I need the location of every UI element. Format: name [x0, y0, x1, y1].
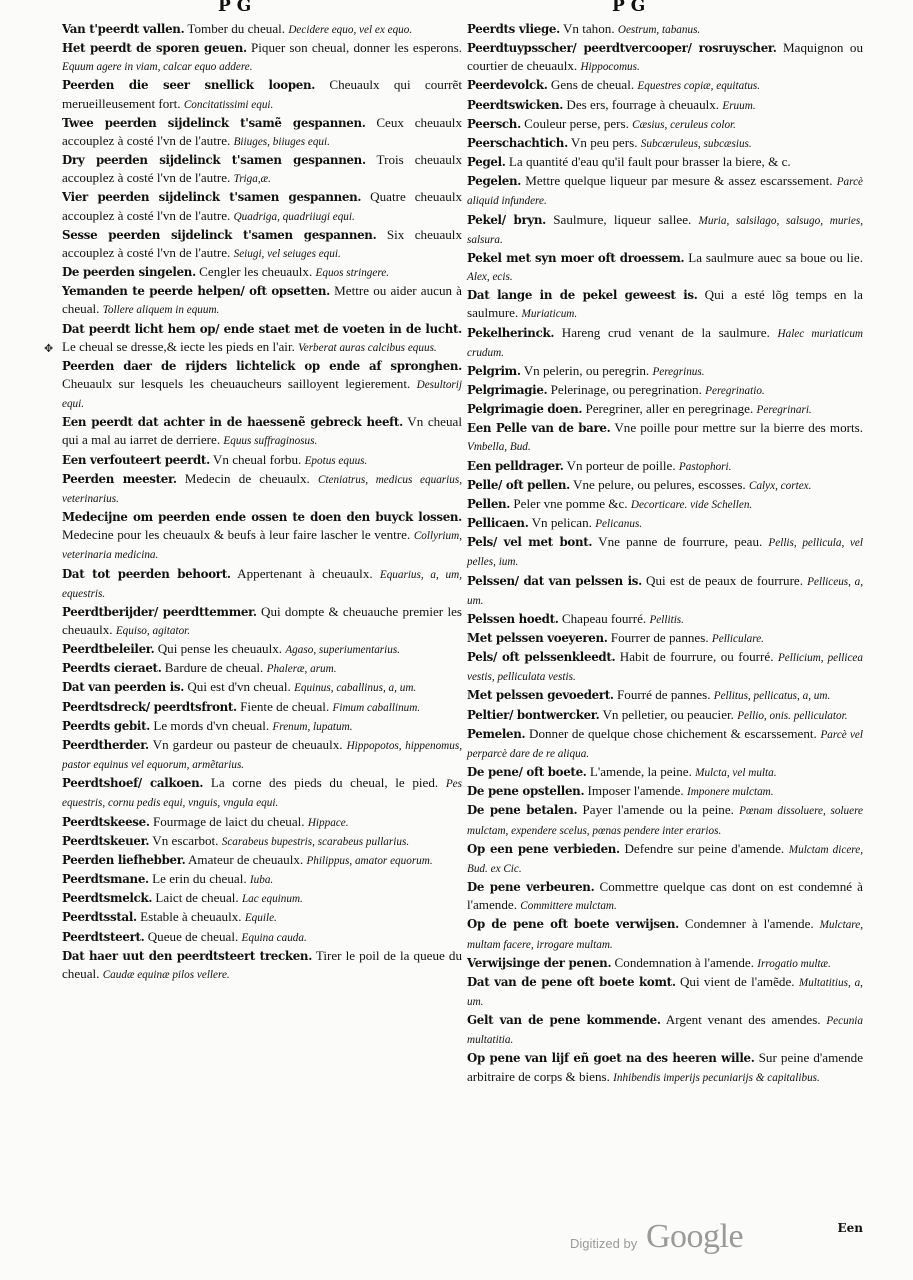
dictionary-entry: [62, 736, 462, 774]
entry-latin-text: Scarabeus bupestris, scarabeus pullarius.: [221, 835, 410, 848]
entry-headword: Peerdts gebit.: [62, 718, 151, 733]
entry-french-text: Vn pelican.: [528, 515, 596, 531]
entry-latin-text: Calyx, cortex.: [748, 479, 812, 492]
entry-headword: De pene/ oft boete.: [467, 765, 587, 780]
entry-headword: De pene betalen.: [467, 803, 578, 818]
dictionary-entry: [467, 381, 863, 400]
entry-headword: Peerdtswicken.: [467, 97, 564, 112]
entry-headword: Peerden daer de rijders lichtelick op ende af spronghen.: [62, 358, 462, 373]
entry-headword: Dat peerdt licht hem op/ ende staet met de voeten in de lucht.: [62, 321, 462, 336]
entry-headword: Pelssen/ dat van pelssen is.: [467, 573, 642, 588]
entry-french-text: Fourmage de laict du cheual.: [149, 813, 308, 829]
entry-french-text: Vn cheual forbu.: [209, 451, 305, 467]
entry-headword: Peerdts vliege.: [467, 22, 560, 36]
dictionary-entry: [467, 211, 863, 249]
entry-headword: Op de pene oft boete verwijsen.: [467, 917, 679, 932]
watermark-prefix: Digitized by: [570, 1236, 638, 1251]
dictionary-entry: [62, 851, 462, 870]
entry-french-text: Argent venant des amendes.: [660, 1012, 827, 1028]
entry-french-text: Bardure de cheual.: [161, 660, 267, 676]
dictionary-entry: [62, 188, 462, 225]
entry-latin-text: Mulcta, vel multa.: [695, 767, 777, 780]
entry-latin-text: Pellio, onis. pelliculator.: [737, 709, 848, 722]
dictionary-entry: [467, 878, 863, 915]
entry-latin-text: Parcè aliquid infundere.: [467, 176, 863, 208]
entry-headword: Pekel met syn moer oft droessem.: [467, 250, 685, 265]
dictionary-entry: [467, 115, 863, 134]
dictionary-entry: [467, 476, 863, 495]
dictionary-entry: [62, 151, 462, 188]
entry-headword: Dat lange in de pekel geweest is.: [467, 288, 698, 303]
entry-headword: Dry peerden sijdelinck t'samen gespannen.: [62, 153, 366, 168]
entry-latin-text: Vmbella, Bud.: [467, 441, 531, 454]
dictionary-entry: [467, 96, 863, 115]
entry-french-text: Vn pelerin, ou peregrin.: [520, 362, 653, 378]
entry-french-text: Vn peu pers.: [567, 134, 641, 150]
entry-headword: Een verfouteert peerdt.: [62, 452, 210, 467]
dictionary-entry: [467, 763, 863, 782]
dictionary-entry: [467, 954, 863, 973]
dictionary-entry: [62, 451, 462, 470]
entry-headword: Peltier/ bontwercker.: [467, 707, 600, 722]
entry-french-text: Vne panne de fourrure, peau.: [592, 534, 769, 550]
entry-latin-text: Decidere equo, vel ex equo.: [288, 24, 413, 36]
entry-headword: Dat van de pene oft boete komt.: [467, 974, 676, 989]
dictionary-entry: [62, 698, 462, 717]
entry-headword: Een peerdt dat achter in de haessenẽ gebreck heeft.: [62, 415, 403, 430]
entry-latin-text: Eruum.: [722, 99, 756, 112]
dictionary-entry: [62, 20, 462, 39]
entry-latin-text: Pecunia multatitia.: [467, 1015, 863, 1047]
entry-french-text: Hareng crud venant de la saulmure.: [554, 324, 778, 340]
entry-french-text: Commettre quelque cas dont on est condemné à l'amende.: [467, 879, 863, 913]
entry-french-text: Qui est de peaux de fourrure.: [641, 572, 808, 588]
entry-french-text: Amateur de cheuaulx.: [185, 851, 307, 867]
dictionary-entry: [467, 629, 863, 648]
entry-headword: Peerdtbeleiler.: [62, 642, 155, 657]
entry-headword: Pellen.: [467, 496, 511, 511]
dictionary-entry: [62, 928, 462, 947]
entry-latin-text: Caudæ equinæ pilos vellere.: [102, 968, 230, 981]
entry-latin-text: Peregrinus.: [652, 365, 705, 378]
entry-headword: Van t'peerdt vallen.: [62, 22, 185, 36]
dictionary-entry: [467, 973, 863, 1011]
entry-headword: Medecijne om peerden ende ossen te doen den buyck lossen.: [62, 510, 462, 525]
dictionary-entry: [62, 282, 462, 319]
entry-french-text: Medecin de cheuaulx.: [176, 470, 318, 486]
entry-french-text: Qui dompte & cheuauche premier les cheuaulx.: [62, 603, 462, 637]
dictionary-entry: [62, 357, 462, 413]
dictionary-entry: [62, 114, 462, 151]
entry-headword: Peerdtsteert.: [62, 929, 145, 944]
dictionary-entry: [62, 263, 462, 282]
entry-french-text: Vn escarbot.: [149, 832, 222, 848]
entry-latin-text: Alex, ecis.: [467, 271, 513, 284]
dictionary-entry: [467, 495, 863, 514]
right-column: [467, 20, 863, 1087]
entry-french-text: Quatre cheuaulx accouplez à costé l'vn de l'autre.: [62, 189, 462, 223]
entry-headword: Het peerdt de sporen geuen.: [62, 41, 247, 56]
entry-latin-text: Equum agere in viam, calcar equo addere.: [62, 61, 253, 74]
entry-french-text: Chapeau fourré.: [558, 610, 650, 626]
entry-latin-text: Agaso, superiumentarius.: [285, 644, 401, 657]
entry-latin-text: Equos stringere.: [315, 267, 390, 280]
entry-french-text: Qui pense les cheuaulx.: [154, 641, 286, 657]
entry-latin-text: Pœnam dissoluere, soluere mulctam, expendere scelus, pœnas pendere inter erarios.: [467, 805, 863, 837]
dictionary-entry: [467, 362, 863, 381]
dictionary-entry: [467, 286, 863, 323]
entry-latin-text: Equarius, a, um, equestris.: [62, 568, 463, 600]
entry-headword: Pegel.: [467, 155, 506, 170]
entry-french-text: Des ers, fourrage à cheuaulx.: [563, 96, 723, 112]
entry-headword: Peerdevolck.: [467, 78, 548, 93]
entry-french-text: La saulmure auec sa boue ou lie.: [684, 249, 863, 265]
entry-headword: Peerden die seer snellick loopen.: [62, 78, 316, 93]
entry-latin-text: Mulctare, multam facere, irrogare multam.: [467, 919, 863, 951]
entry-latin-text: Subcæruleus, subcæsius.: [640, 137, 752, 150]
dictionary-entry: [62, 774, 462, 812]
entry-french-text: Condemner à l'amende.: [678, 916, 820, 932]
entry-french-text: Vne poille pour mettre sur la bierre des morts.: [610, 420, 863, 436]
entry-french-text: Gens de cheual.: [547, 77, 638, 93]
dictionary-entry: [467, 706, 863, 725]
entry-latin-text: Oestrum, tabanus.: [617, 24, 701, 36]
entry-latin-text: Equestres copiæ, equitatus.: [637, 80, 761, 93]
entry-french-text: Estable à cheuaulx.: [136, 909, 245, 925]
entry-french-text: Laict de cheual.: [152, 890, 242, 906]
left-column: [62, 20, 462, 984]
entry-headword: Yemanden te peerde helpen/ oft opsetten.: [62, 284, 330, 299]
entry-french-text: Vne pelure, ou pelures, escosses.: [569, 476, 749, 492]
dictionary-entry: [62, 717, 462, 736]
entry-latin-text: Equus suffraginosus.: [223, 435, 318, 448]
entry-french-text: Cheuaulx qui courrẽt merueilleusement fort.: [62, 77, 462, 111]
entry-french-text: Trois cheuaulx accouplez à costé l'vn de l'autre.: [62, 152, 463, 186]
entry-french-text: Saulmure, liqueur sallee.: [546, 211, 699, 227]
dictionary-entry: [62, 813, 462, 832]
entry-latin-text: Pellis, pellicula, vel pelles, ium.: [467, 537, 863, 569]
entry-latin-text: Equinus, caballinus, a, um.: [294, 682, 417, 695]
entry-french-text: Couleur perse, pers.: [520, 115, 633, 131]
entry-headword: Pelssen hoedt.: [467, 611, 559, 626]
entry-headword: Peerdtuypsscher/ peerdtvercooper/ rosruyscher.: [467, 41, 777, 56]
dictionary-entry: [467, 20, 863, 39]
entry-french-text: L'amende, la peine.: [586, 764, 696, 780]
entry-french-text: Six cheuaulx accouplez à costé l'vn de l'autre.: [62, 226, 462, 260]
entry-latin-text: Hippocomus.: [580, 61, 640, 74]
entry-french-text: Vn tahon.: [559, 21, 618, 36]
entry-french-text: Donner de quelque chose chichement & escarssement.: [525, 725, 821, 741]
entry-latin-text: Frenum, lupatum.: [272, 720, 353, 733]
entry-latin-text: Muriaticum.: [521, 308, 578, 321]
entry-headword: Pemelen.: [467, 726, 526, 741]
dictionary-entry: [467, 686, 863, 705]
entry-headword: Pekel/ bryn.: [467, 212, 546, 227]
entry-french-text: Cheuaulx sur lesquels les cheuaucheurs sailloyent legierement.: [62, 375, 417, 391]
dictionary-entry: [467, 419, 863, 456]
entry-latin-text: Mulctam dicere, Bud. ex Cic.: [467, 843, 863, 875]
entry-french-text: Fourrer de pannes.: [607, 630, 712, 645]
entry-french-text: Appertenant à cheuaulx.: [230, 565, 380, 581]
entry-headword: Peerdtsmelck.: [62, 891, 153, 906]
dictionary-entry: [62, 226, 462, 263]
dictionary-entry: [467, 572, 863, 610]
entry-latin-text: Desultorij equi.: [62, 378, 462, 411]
dictionary-entry: [467, 514, 863, 533]
dictionary-entry: [467, 172, 863, 210]
entry-headword: De peerden singelen.: [62, 265, 196, 280]
entry-latin-text: Seiugi, vel seiuges equi.: [233, 247, 341, 260]
catchword: Een: [837, 1221, 863, 1235]
entry-headword: Peerdtsstal.: [62, 910, 137, 925]
entry-french-text: Cengler les cheuaulx.: [195, 264, 316, 280]
entry-latin-text: Irrogatio multæ.: [757, 957, 831, 970]
dictionary-entry: [62, 640, 462, 659]
dictionary-entry: [62, 470, 462, 508]
dictionary-entry: [62, 603, 462, 640]
header-right-signature: P G: [612, 0, 646, 16]
entry-french-text: Tirer le poil de la queue du cheual.: [62, 947, 462, 981]
entry-latin-text: Triga,æ.: [233, 173, 271, 186]
entry-latin-text: Fimum caballinum.: [332, 701, 421, 714]
entry-french-text: Qui vient de l'amẽde.: [675, 973, 799, 989]
entry-headword: Pels/ vel met bont.: [467, 535, 593, 550]
entry-french-text: Vn porteur de poille.: [563, 457, 679, 473]
entry-latin-text: Concitatissimi equi.: [183, 98, 274, 111]
entry-latin-text: Epotus equus.: [304, 454, 368, 467]
entry-french-text: La quantité d'eau qu'il fault pour brasser la biere, & c.: [505, 154, 791, 170]
entry-french-text: Medecine pour les cheuaulx & beufs à leur faire lascher le ventre.: [62, 527, 414, 543]
entry-headword: Pegelen.: [467, 174, 522, 189]
entry-french-text: Le cheual se dresse,& iecte les pieds en l'air.: [62, 338, 299, 354]
entry-headword: Peerdtberijder/ peerdttemmer.: [62, 604, 257, 619]
dictionary-entry: [467, 533, 863, 571]
dictionary-entry: [467, 915, 863, 953]
dictionary-entry: [62, 678, 462, 697]
entry-latin-text: Biiuges, biiuges equi.: [233, 135, 330, 148]
dictionary-entry: [62, 508, 462, 564]
entry-latin-text: Pellitis.: [649, 613, 684, 626]
entry-headword: Op pene van lijf eñ goet na des heeren wille.: [467, 1051, 755, 1066]
entry-latin-text: Halec muriaticum crudum.: [467, 327, 863, 359]
entry-headword: De pene opstellen.: [467, 784, 585, 799]
entry-latin-text: Committere mulctam.: [520, 900, 617, 913]
entry-french-text: Peregriner, aller en peregrinage.: [582, 401, 757, 417]
entry-latin-text: Pellicium, pellicea vestis, pelliculata vestis.: [467, 652, 863, 684]
entry-french-text: Vn pelletier, ou peaucier.: [599, 706, 738, 722]
dictionary-entry: [62, 870, 462, 889]
entry-french-text: Le erin du cheual.: [148, 871, 250, 887]
entry-latin-text: Pelliceus, a, um.: [467, 575, 863, 607]
dictionary-entry: [467, 39, 863, 76]
dictionary-entry: [62, 889, 462, 908]
dictionary-entry: [467, 457, 863, 476]
entry-latin-text: Hippace.: [307, 816, 349, 829]
entry-french-text: Peler vne pomme &c.: [510, 495, 631, 511]
entry-headword: Op een pene verbieden.: [467, 841, 620, 856]
dictionary-entry: [467, 1049, 863, 1086]
entry-latin-text: Lac equinum.: [241, 893, 303, 906]
entry-headword: Peerden liefhebber.: [62, 852, 186, 867]
entry-headword: Pellicaen.: [467, 516, 529, 531]
header-left-signature: P G: [218, 0, 252, 16]
entry-headword: Peerdtsdreck/ peerdtsfront.: [62, 699, 237, 714]
entry-french-text: Piquer son cheual, donner les esperons.: [246, 40, 462, 56]
margin-mark-icon: ✥: [44, 342, 54, 355]
entry-latin-text: Cteniatrus, medicus equarius, veterinarius.: [62, 473, 463, 505]
dictionary-entry: [62, 413, 462, 450]
entry-headword: Vier peerden sijdelinck t'samen gespannen.: [62, 190, 362, 205]
entry-latin-text: Imponere mulctam.: [686, 786, 774, 799]
entry-headword: Pelgrim.: [467, 363, 521, 378]
entry-latin-text: Philippus, amator equorum.: [306, 854, 433, 867]
entry-headword: Dat haer uut den peerdtsteert trecken.: [62, 948, 312, 963]
entry-latin-text: Tollere aliquem in equum.: [102, 304, 220, 317]
entry-french-text: Mettre quelque liqueur par mesure & assez escarssement.: [521, 173, 837, 189]
entry-headword: Peerden meester.: [62, 471, 177, 486]
entry-french-text: Payer l'amende ou la peine.: [577, 802, 740, 818]
entry-latin-text: Equina cauda.: [241, 931, 307, 944]
entry-french-text: Vn gardeur ou pasteur de cheuaulx.: [148, 736, 347, 752]
entry-headword: Pels/ oft pelssenkleedt.: [467, 650, 616, 665]
dictionary-entry: [467, 134, 863, 153]
dictionary-entry: [467, 648, 863, 686]
dictionary-entry: [62, 76, 462, 113]
entry-french-text: Imposer l'amende.: [584, 783, 687, 799]
entry-french-text: Habit de fourrure, ou fourré.: [615, 649, 778, 665]
entry-french-text: Defendre sur peine d'amende.: [619, 840, 789, 856]
entry-french-text: Condemnation à l'amende.: [611, 954, 758, 970]
entry-french-text: Tomber du cheual.: [184, 21, 289, 36]
entry-french-text: Pelerinage, ou peregrination.: [547, 381, 706, 397]
entry-latin-text: Equile.: [244, 912, 277, 925]
entry-headword: Een pelldrager.: [467, 458, 564, 473]
entry-headword: Peerdtsmane.: [62, 872, 149, 887]
entry-latin-text: Hippopotos, hippenomus, pastor equinus vel equorum, armẽtarius.: [62, 739, 462, 772]
dictionary-entry: [62, 39, 462, 76]
entry-latin-text: Pastophori.: [678, 460, 732, 473]
dictionary-entry: [62, 832, 462, 851]
entry-headword: Verwijsinge der penen.: [467, 955, 612, 970]
entry-headword: Peerdtskeese.: [62, 814, 150, 829]
entry-headword: Pelgrimagie doen.: [467, 402, 583, 417]
entry-headword: Gelt van de pene kommende.: [467, 1013, 661, 1028]
dictionary-entry: [467, 840, 863, 878]
dictionary-entry: [467, 801, 863, 839]
entry-french-text: Le mords d'vn cheual.: [150, 717, 273, 733]
dictionary-entry: [62, 320, 462, 357]
entry-french-text: Mettre ou aider aucun à cheual.: [62, 283, 462, 317]
entry-headword: Met pelssen gevoedert.: [467, 688, 614, 703]
entry-french-text: Vn cheual qui a mal au iarret de derriere.: [62, 414, 462, 448]
entry-headword: Peerdtherder.: [62, 737, 149, 752]
watermark-brand: Google: [646, 1218, 744, 1255]
entry-french-text: Fourré de pannes.: [613, 687, 714, 703]
entry-latin-text: Cæsius, ceruleus color.: [632, 118, 736, 131]
dictionary-entry: [467, 782, 863, 801]
entry-headword: Peerdts cieraet.: [62, 661, 162, 676]
dictionary-entry: [467, 324, 863, 362]
entry-headword: Dat tot peerden behoort.: [62, 566, 231, 581]
dictionary-entry: [62, 659, 462, 678]
dictionary-entry: [467, 153, 863, 172]
page-header: [0, 0, 913, 18]
dictionary-entry: [467, 76, 863, 95]
entry-french-text: Sur peine d'amende arbitraire de corps & biens.: [467, 1050, 863, 1084]
entry-latin-text: Quadriga, quadriiugi equi.: [233, 210, 355, 223]
entry-latin-text: Inhibendis imperijs pecuniarijs & capitalibus.: [613, 1071, 820, 1084]
entry-headword: Dat van peerden is.: [62, 680, 185, 695]
entry-headword: Peerdtshoef/ calkoen.: [62, 776, 204, 791]
entry-headword: Pelgrimagie.: [467, 382, 548, 397]
entry-latin-text: Parcè vel perparcè dare de re aliqua.: [467, 728, 863, 760]
entry-latin-text: Multatitius, a, um.: [467, 976, 863, 1008]
entry-latin-text: Iuba.: [249, 874, 274, 887]
entry-latin-text: Peregrinatio.: [705, 384, 765, 397]
dictionary-entry: [467, 725, 863, 763]
entry-french-text: Queue de cheual.: [144, 928, 242, 944]
entry-headword: De pene verbeuren.: [467, 880, 595, 895]
entry-french-text: Maquignon ou courtier de cheuaulx.: [467, 40, 863, 74]
dictionary-entry: [62, 947, 462, 984]
entry-latin-text: Collyrium, veterinaria medicina.: [62, 530, 462, 562]
entry-headword: Peerdtskeuer.: [62, 833, 150, 848]
entry-headword: Sesse peerden sijdelinck t'samen gespannen.: [62, 227, 377, 242]
dictionary-entry: [62, 565, 462, 603]
entry-french-text: Qui a esté lõg temps en la saulmure.: [467, 287, 863, 321]
entry-latin-text: Pes equestris, cornu pedis equi, vnguis, vngula equi.: [62, 778, 462, 810]
entry-latin-text: Phaleræ, arum.: [266, 663, 337, 676]
entry-headword: Twee peerden sijdelinck t'samẽ gespannen.: [62, 115, 366, 130]
dictionary-entry: [62, 908, 462, 927]
entry-french-text: Ceux cheuaulx accouplez à costé l'vn de l'autre.: [62, 114, 462, 148]
entry-latin-text: Pelicanus.: [595, 518, 643, 531]
dictionary-entry: [467, 400, 863, 419]
entry-headword: Peersch.: [467, 116, 521, 131]
entry-latin-text: Pelliculare.: [711, 633, 764, 645]
entry-latin-text: Verberat auras calcibus equus.: [298, 341, 437, 354]
entry-headword: Peerschachtich.: [467, 135, 568, 150]
dictionary-entry: [467, 249, 863, 286]
entry-latin-text: Equiso, agitator.: [115, 625, 191, 637]
entry-french-text: La corne des pieds du cheual, le pied.: [203, 775, 446, 791]
entry-latin-text: Pellitus, pellicatus, a, um.: [713, 690, 831, 703]
entry-latin-text: Muria, salsilago, salsugo, muries, salsura.: [467, 214, 863, 246]
entry-headword: Pelle/ oft pellen.: [467, 477, 570, 492]
entry-headword: Pekelherinck.: [467, 325, 555, 340]
entry-headword: Met pelssen voeyeren.: [467, 631, 608, 645]
entry-french-text: Fiente de cheual.: [236, 698, 333, 714]
dictionary-entry: [467, 1011, 863, 1049]
entry-french-text: Qui est d'vn cheual.: [184, 679, 295, 695]
entry-latin-text: Decorticare. vide Schellen.: [630, 498, 753, 511]
entry-headword: Een Pelle van de bare.: [467, 421, 611, 436]
dictionary-entry: [467, 610, 863, 629]
entry-latin-text: Peregrinari.: [756, 404, 812, 417]
